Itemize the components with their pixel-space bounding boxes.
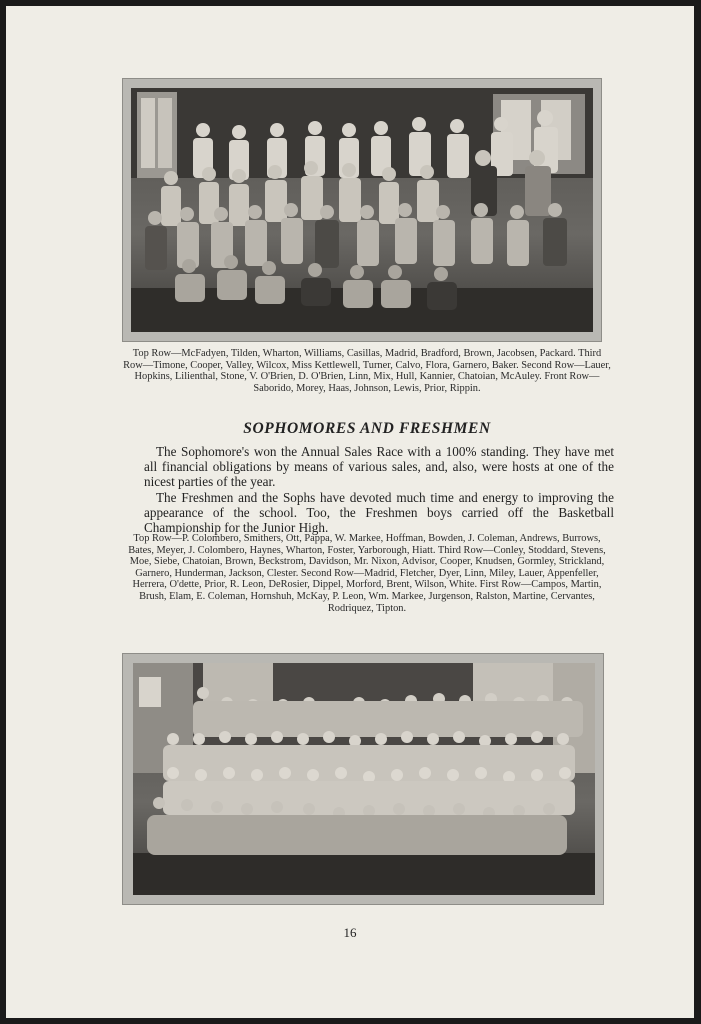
bottom-group-photo-image — [133, 663, 595, 895]
top-photo-frame — [122, 78, 602, 342]
top-group-photo-image — [131, 88, 593, 332]
bottom-group-photo — [133, 663, 595, 895]
section-title: SOPHOMORES AND FRESHMEN — [243, 420, 491, 437]
top-photo-caption: Top Row—McFadyen, Tilden, Wharton, Williams, Casillas, Madrid, Bradford, Brown, Jacobsen, Packard. Third Row—Timone, Cooper, Valley, Wilcox, Miss Kettlewell, Turner, Calvo, Flora, Garnero, Baker. Second Row—Lauer, Hopkins, Lilienthal, Stone, V. O'Brien, D. O'Brien, Linn, Mix, Hull, Kannier, Chatoian, McAuley. Front Row—Saborido, Morey, Haas, Johnson, Lewis, Prior, Rippin. — [123, 348, 611, 394]
body-paragraph-2: The Freshmen and the Sophs have devoted much time and energy to improving the appearance of the school. Too, the Freshmen boys carried off the Basketball Championship for the Junior High. — [144, 490, 614, 536]
top-group-photo — [131, 88, 593, 332]
yearbook-page — [6, 6, 694, 1018]
body-paragraph-1: The Sophomore's won the Annual Sales Race with a 100% standing. They have met all financial obligations by means of various sales, and, also, were hosts at one of the nicest parties of the year. — [144, 444, 614, 490]
bottom-photo-caption: Top Row—P. Colombero, Smithers, Ott, Pappa, W. Markee, Hoffman, Bowden, J. Coleman, Andrews, Burrows, Bates, Meyer, J. Colombero, Haynes, Wharton, Foster, Yarborough, Hiatt. Third Row—Conley, Stoddard, Stevens, Moe, Siebe, Chatoian, Brown, Beckstrom, Davidson, Mr. Nixon, Advisor, Cooper, Knudsen, Gormley, Strickland, Garnero, Hunderman, Jackson, Clester. Second Row—Madrid, Fletcher, Dyer, Linn, Miley, Lauer, Appenfeller, Herrera, O'dette, Prior, R. Leon, DeRosier, Dippel, Morford, Brent, Wilson, White. First Row—Campos, Martin, Brush, Elam, E. Coleman, Hornshuh, McKay, P. Leon, Wm. Markee, Jurgenson, Ralston, Martine, Cervantes, Rodriquez, Tipton. — [128, 533, 606, 614]
bottom-photo-frame — [122, 653, 604, 905]
page-number: 16 — [343, 925, 357, 940]
